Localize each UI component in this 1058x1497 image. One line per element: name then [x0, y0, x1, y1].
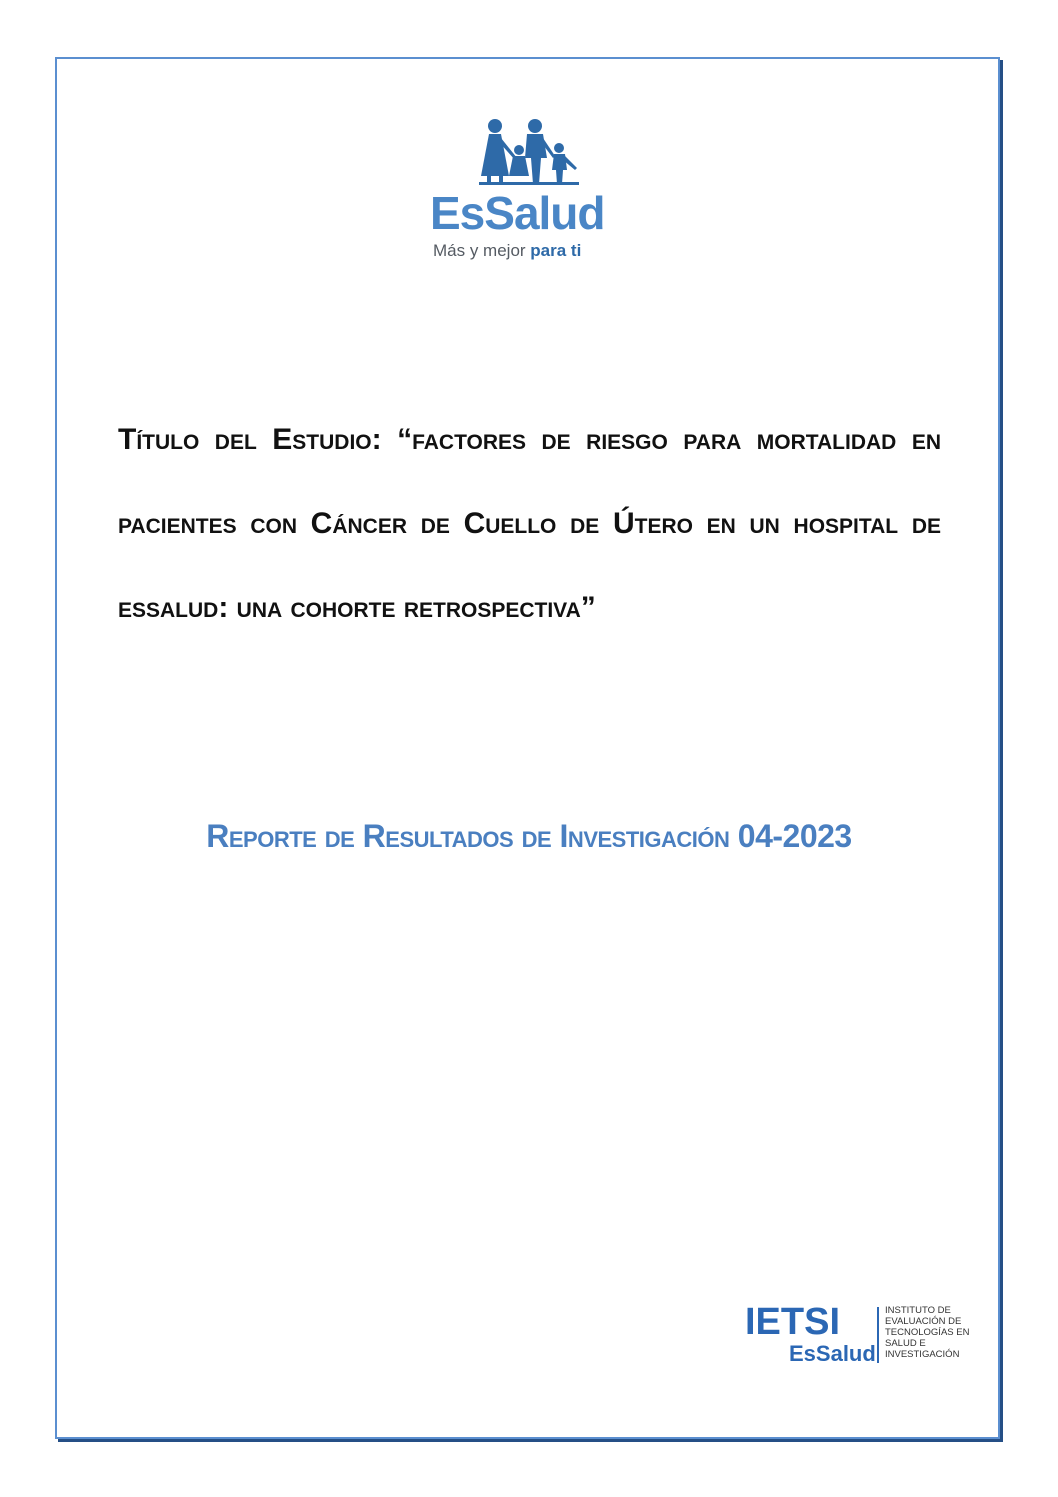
ietsi-logo: [745, 1303, 975, 1373]
tagline-emphasis: para ti: [530, 241, 582, 260]
ietsi-description: INSTITUTO DE EVALUACIÓN DE TECNOLOGÍAS EN SALUD E INVESTIGACIÓN: [885, 1305, 970, 1360]
tagline-prefix: Más y mejor: [433, 241, 531, 260]
brand-name: EsSalud: [430, 187, 605, 239]
family-icon: [475, 118, 585, 188]
ietsi-sub: EsSalud: [789, 1341, 876, 1366]
ietsi-divider: [877, 1307, 879, 1363]
essalud-logo: [430, 118, 630, 268]
ietsi-name: IETSI: [745, 1301, 841, 1343]
report-label: Reporte de Resultados de Investigación 04-2023: [206, 818, 852, 854]
brand-tagline: [433, 242, 581, 259]
study-title: Título del Estudio: “factores de riesgo para mortalidad en pacientes con Cáncer de Cuello de Útero en un hospital de essalud: una cohorte retrospectiva”: [118, 423, 941, 624]
